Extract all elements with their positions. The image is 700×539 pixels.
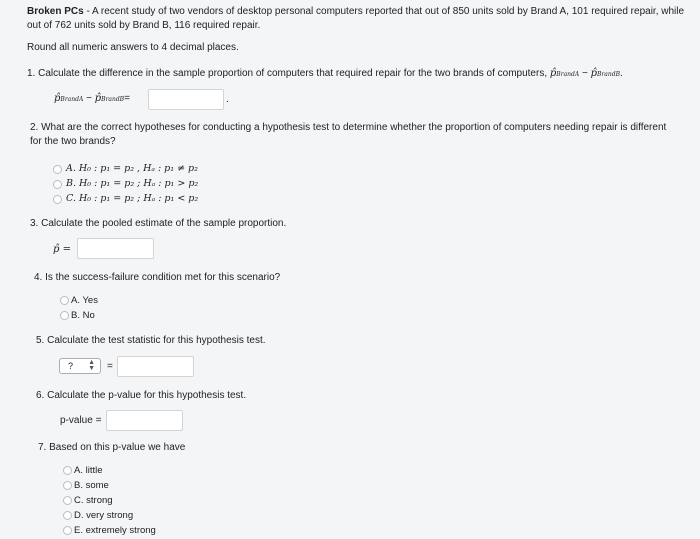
q7-option-b-label: B. some (74, 480, 109, 491)
q5-statistic-select[interactable] (59, 358, 101, 374)
q2-option-a-label: A. H₀ : p₁ = p₂ , Hₐ : p₁ ≠ p₂ (66, 163, 198, 174)
q7-option-a-label: A. little (74, 465, 103, 476)
q5-answer-input[interactable] (117, 356, 194, 377)
q6-answer-input[interactable] (106, 410, 183, 431)
q2-option-b-label: B. H₀ : p₁ = p₂ ; Hₐ : p₁ > p₂ (66, 178, 199, 189)
q3-label: p̂ = (53, 244, 71, 255)
round-note: Round all numeric answers to 4 decimal places. (27, 42, 239, 53)
q6-label: p-value = (60, 415, 102, 426)
q5-equals: = (107, 361, 113, 372)
q1-text: 1. Calculate the difference in the sample proportion of computers that required repair for the two brands of computers, p̂BrandA − p̂BrandB. (27, 68, 623, 79)
q7-option-c-radio[interactable] (63, 496, 72, 505)
q4-option-a-radio[interactable] (60, 296, 69, 305)
q2-text: 2. What are the correct hypotheses for conducting a hypothesis test to determine whether the proportion of computers needing repair is different for the two brands? (30, 122, 667, 147)
q2-option-a-radio[interactable] (53, 165, 62, 174)
q3-text: 3. Calculate the pooled estimate of the sample proportion. (30, 218, 287, 229)
q7-option-e-label: E. extremely strong (74, 525, 156, 536)
q4-option-a-label: A. Yes (71, 295, 98, 306)
q5-text: 5. Calculate the test statistic for this hypothesis test. (36, 335, 266, 346)
q4-text: 4. Is the success-failure condition met for this scenario? (34, 272, 281, 283)
q1-period: . (226, 94, 229, 105)
q1-question: 1. Calculate the difference in the sample proportion of computers that required repair for the two brands of computers, (27, 68, 548, 79)
q7-option-e-radio[interactable] (63, 526, 72, 535)
q7-option-a-radio[interactable] (63, 466, 72, 475)
updown-arrows-icon: ▲ ▼ (88, 359, 95, 372)
q7-text: 7. Based on this p-value we have (38, 442, 186, 453)
problem-title: Broken PCs (27, 6, 84, 17)
q7-option-d-radio[interactable] (63, 511, 72, 520)
q4-option-b-label: B. No (71, 310, 95, 321)
q2-option-b-radio[interactable] (53, 180, 62, 189)
problem-text: - A recent study of two vendors of desktop personal computers reported that out of 850 units sold by Brand A, 101 required repair, while out of 762 units sold by Brand B, 116 required repair. (27, 6, 685, 31)
q4-option-b-radio[interactable] (60, 311, 69, 320)
q7-option-b-radio[interactable] (63, 481, 72, 490)
q6-text: 6. Calculate the p-value for this hypothesis test. (36, 390, 247, 401)
q3-answer-input[interactable] (77, 238, 154, 259)
q7-option-d-label: D. very strong (74, 510, 134, 521)
q7-option-c-label: C. strong (74, 495, 113, 506)
q1-answer-input[interactable] (148, 89, 224, 110)
q2-option-c-radio[interactable] (53, 195, 62, 204)
q5-select-value: ? (68, 361, 74, 371)
q2-option-c-label: C. H₀ : p₁ = p₂ ; Hₐ : p₁ < p₂ (66, 193, 199, 204)
q1-expression: p̂BrandA − p̂BrandB= (54, 93, 130, 104)
problem-intro (27, 5, 687, 33)
